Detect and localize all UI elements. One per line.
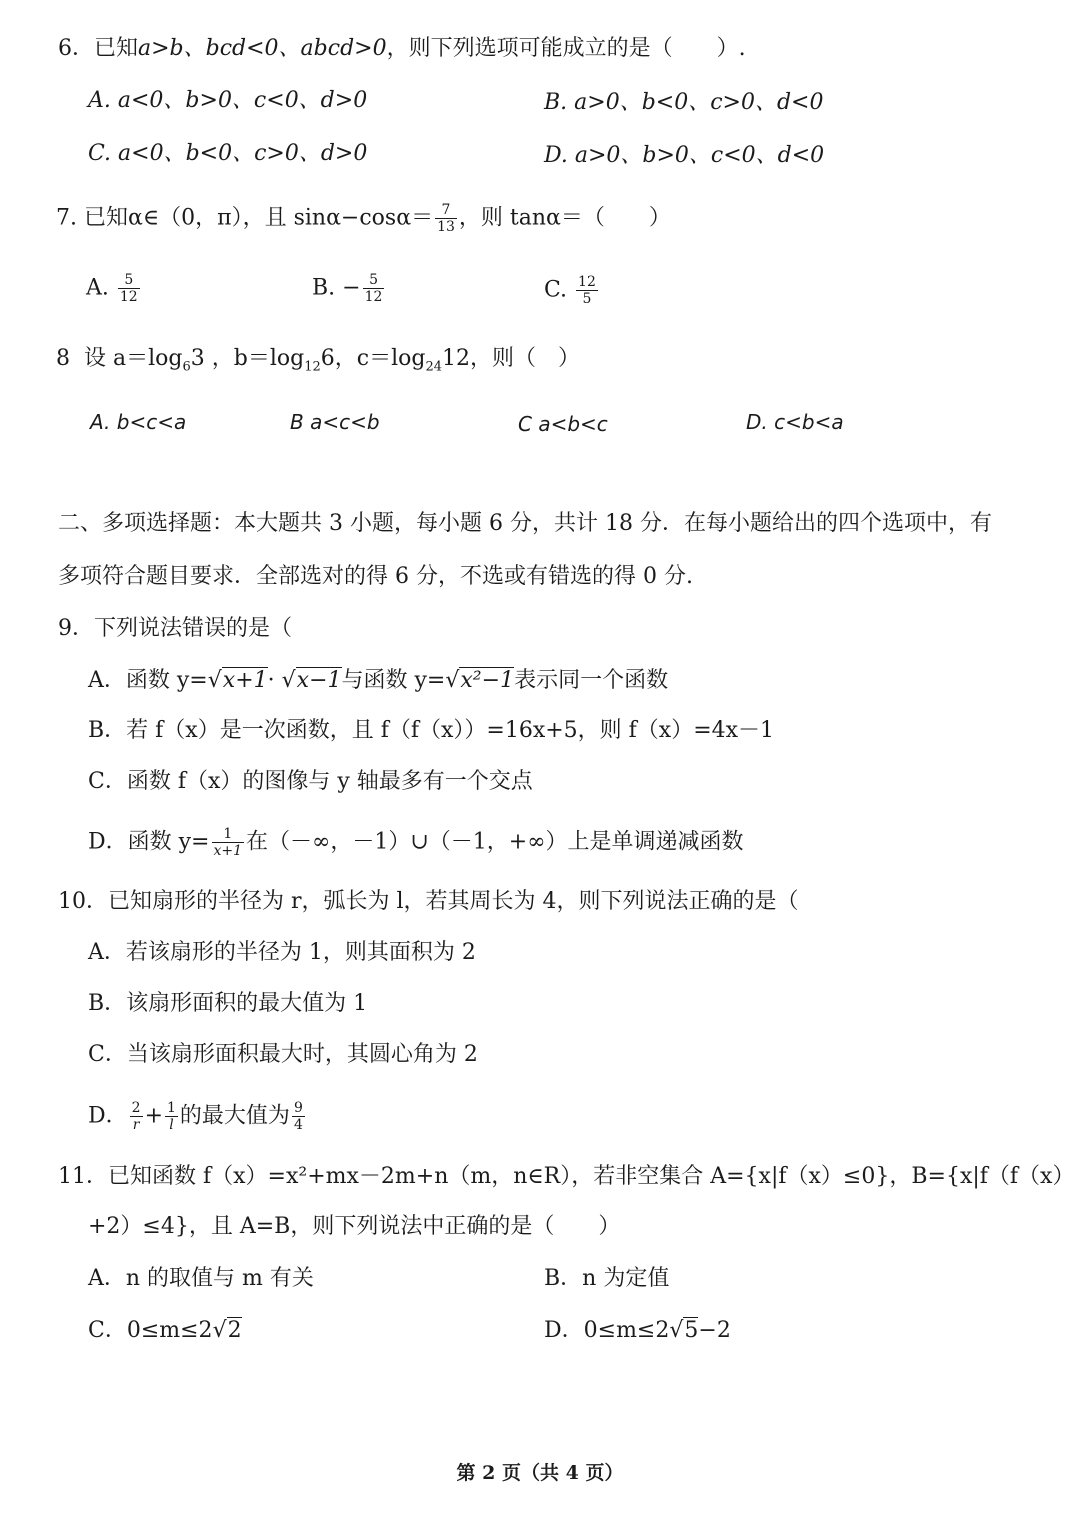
q11-option-c: C．0≤m≤2√2 [88, 1318, 242, 1343]
q9-d-pre: D．函数 y= [88, 829, 210, 855]
q9-a-radicand-2: x−1 [296, 668, 342, 693]
q9-option-c: C．函数 f（x）的图像与 y 轴最多有一个交点 [88, 769, 533, 794]
q11-stem-line-2: +2）≤4}，且 A=B，则下列说法中正确的是（ ） [88, 1214, 621, 1239]
q7-c-num: 12 [578, 274, 596, 290]
q9-d-den: x+1 [213, 843, 243, 859]
q8-sub-3: 24 [425, 359, 442, 375]
q10-d-num-2: 1 [167, 1100, 176, 1116]
q7-a-fraction [118, 272, 140, 305]
q7-c-den: 5 [582, 291, 592, 307]
q7-frac-num: 7 [435, 202, 457, 219]
q7-b-label: B. [312, 275, 336, 301]
q9-d-fraction [212, 826, 245, 859]
q9-d-num: 1 [212, 826, 245, 843]
q10-d-num-1: 2 [131, 1100, 141, 1116]
section-2-heading-line-2: 多项符合题目要求．全部选对的得 6 分，不选或有错选的得 0 分. [58, 564, 693, 589]
q10-d-fraction-3 [292, 1100, 305, 1133]
q8-option-b: B a<c<b [290, 410, 380, 434]
q9-a-radicand-3: x²−1 [460, 668, 515, 693]
page-number-footer: 第 2 页（共 4 页） [456, 1462, 624, 1484]
q10-d-pre: D． [88, 1103, 128, 1129]
q10-stem: 10．已知扇形的半径为 r，弧长为 l，若其周长为 4，则下列说法正确的是（ [58, 889, 799, 914]
q10-d-den-3: 4 [293, 1117, 303, 1133]
q11-d-radicand: 5 [684, 1318, 699, 1343]
q7-stem-prefix: 7. 已知α∈（0，π），且 sinα−cosα＝ [56, 205, 434, 231]
q6-stem-suffix: ，则下列选项可能成立的是（ ）. [386, 36, 746, 61]
q7-b-num: 5 [363, 272, 385, 289]
q10-d-plus: + [144, 1103, 163, 1129]
q7-a-den: 12 [119, 289, 138, 305]
q9-option-b: B．若 f（x）是一次函数，且 f（f（x））=16x+5，则 f（x）=4x－1 [88, 718, 775, 743]
q10-option-b: B．该扇形面积的最大值为 1 [88, 991, 368, 1016]
q8-option-d: D. c<b<a [746, 410, 844, 434]
q7-a-num: 5 [118, 272, 140, 289]
q10-option-d [88, 1100, 307, 1133]
q9-a-pre: A．函数 y= [88, 668, 208, 693]
q10-d-mid: 的最大值为 [179, 1103, 290, 1129]
q11-c-radicand: 2 [227, 1318, 242, 1343]
section-2-heading-line-1: 二、多项选择题：本大题共 3 小题，每小题 6 分，共计 18 分．在每小题给出的四个选项中，有 [58, 511, 992, 536]
q11-option-d: D．0≤m≤2√5−2 [544, 1318, 731, 1343]
q7-stem [56, 202, 671, 235]
q7-option-c [544, 274, 600, 307]
q8-stem [56, 344, 580, 382]
q9-a-radicand-1: x+1 [222, 668, 268, 693]
q10-d-fraction-2 [165, 1100, 178, 1133]
q9-a-mid-2: 与函数 y= [341, 668, 446, 693]
q7-c-fraction [576, 274, 598, 307]
q8-text-4: 12，则（ ） [442, 346, 580, 371]
q11-option-a: A．n 的取值与 m 有关 [88, 1266, 314, 1291]
q8-number: 8 [56, 346, 70, 371]
q8-sub-1: 6 [182, 359, 191, 375]
q6-option-a: A. a<0、b>0、c<0、d>0 [88, 88, 368, 113]
q10-d-den-2: l [169, 1117, 174, 1133]
q7-b-sign: − [342, 275, 361, 301]
q6-stem-condition: a>b、bcd<0、abcd>0 [138, 36, 387, 61]
q7-c-label: C. [544, 277, 568, 303]
q9-stem: 9．下列说法错误的是（ [58, 616, 292, 641]
q9-d-post: 在（－∞，－1）∪（－1，+∞）上是单调递减函数 [246, 829, 744, 855]
q6-option-b: B. a>0、b<0、c>0、d<0 [544, 90, 824, 115]
q9-option-d [88, 826, 744, 859]
q8-sub-2: 12 [304, 359, 321, 375]
q10-d-den-1: r [132, 1117, 140, 1133]
q11-stem-line-1: 11．已知函数 f（x）=x²+mx－2m+n（m，n∈R），若非空集合 A={x|f（x）≤0}，B={x|f（f（x） [58, 1164, 1075, 1189]
q10-d-num-3: 9 [293, 1100, 303, 1116]
q6-option-c: C. a<0、b<0、c>0、d>0 [88, 141, 368, 166]
q7-a-label: A. [86, 275, 109, 301]
q8-option-c: C a<b<c [518, 412, 608, 436]
q7-b-fraction [363, 272, 385, 305]
q7-option-a [86, 272, 142, 305]
q11-d-post: −2 [698, 1318, 731, 1343]
q10-option-c: C．当该扇形面积最大时，其圆心角为 2 [88, 1042, 478, 1067]
q11-c-pre: C．0≤m≤2 [88, 1318, 213, 1343]
q6-option-d: D. a>0、b>0、c<0、d<0 [544, 143, 825, 168]
q11-option-b: B．n 为定值 [544, 1266, 670, 1291]
q8-text-3: 6，c＝log [320, 346, 426, 371]
q10-d-fraction-1 [130, 1100, 143, 1133]
q8-option-a: A. b<c<a [90, 410, 187, 434]
q9-a-post: 表示同一个函数 [514, 668, 669, 693]
q6-stem-prefix: 6．已知 [58, 36, 138, 61]
q6-stem [58, 34, 746, 64]
q8-text-2: 3 ，b＝log [190, 346, 305, 371]
q7-option-b [312, 272, 386, 305]
q9-a-mid: · [267, 668, 282, 693]
q7-stem-fraction [435, 202, 457, 235]
q10-option-a: A．若该扇形的半径为 1，则其面积为 2 [88, 940, 476, 965]
q9-option-a: A．函数 y=√x+1· √x−1与函数 y=√x²−1表示同一个函数 [88, 668, 669, 693]
q7-b-den: 12 [364, 289, 383, 305]
q11-d-pre: D．0≤m≤2 [544, 1318, 670, 1343]
q8-text-1: 设 a＝log [84, 346, 183, 371]
q7-frac-den: 13 [437, 219, 455, 235]
q7-stem-suffix: ，则 tanα＝（ ） [458, 205, 671, 231]
